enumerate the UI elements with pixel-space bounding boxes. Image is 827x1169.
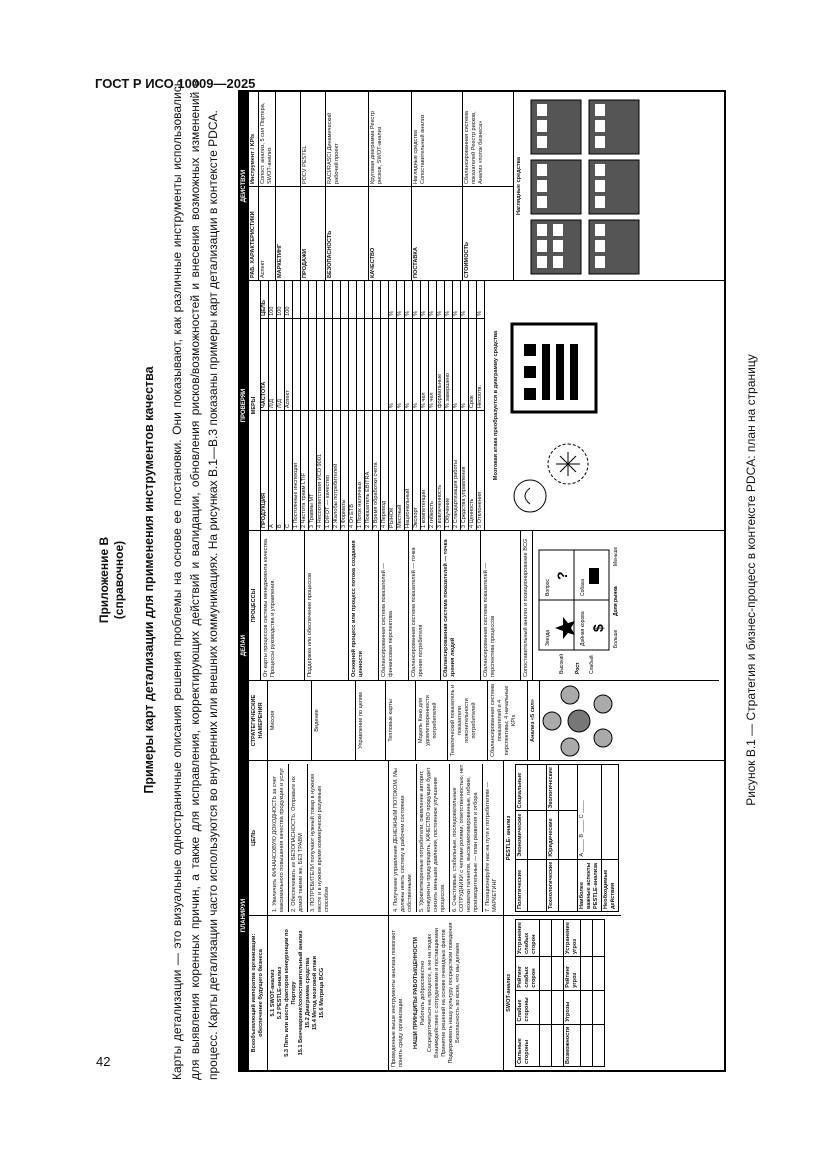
- measures-cell: 3 Время обработки счета: [373, 410, 380, 530]
- check-column: [240, 280, 724, 530]
- measures-cols: [261, 281, 269, 530]
- measures-row: [325, 281, 333, 530]
- measures-cell: 100: [285, 306, 291, 316]
- bcg-growth: Рост: [575, 662, 581, 674]
- measures-cell: 4 От ETB: [349, 410, 356, 530]
- bcg-matrix: [533, 532, 625, 680]
- measures-cell: 1 компетенции: [421, 410, 428, 530]
- measures-cell: 2 Стандартизация работы: [453, 410, 460, 530]
- pestle-bottom: Необходимые действия: [602, 859, 619, 911]
- act-characteristic: ПОСТАВКА: [412, 186, 463, 280]
- measures-cell: [301, 318, 308, 410]
- measures-cell: формальные: [437, 318, 444, 410]
- act-head-2: Инструмент / KPIs: [249, 92, 259, 186]
- measures-cell: [357, 318, 364, 410]
- plan-imperative: Всеобъемлющий императив организации: обеспечение будущего бизнеса: [249, 915, 267, 1070]
- measures-cell: [373, 281, 380, 318]
- page-number: 42: [96, 1054, 111, 1069]
- goal-item: 4. Получение управления ДЕНЕЖНЫМ ПОТОКОМ. Мы должны иметь систему в рабочем состоянии собственными: [391, 764, 417, 912]
- measures-cell: [325, 318, 332, 410]
- measures-cell: 2 Жалобы потребителей: [333, 410, 340, 530]
- act-tool: Сбалансированная система показателей Реестр рисков, Анализ «поток бизнеса»: [463, 92, 514, 186]
- detail-map-figure: [238, 90, 726, 1072]
- goal-item: 6. Счастливые, стабильные, последовательные СОТРУДНИКИ с четкими ролями, ответственностью; нет нехватки талантов, высокомотивированные, гибкие, производительные — план развития и отбора: [450, 764, 483, 912]
- svg-text:$: $: [590, 624, 606, 632]
- measures-cell: %: [453, 310, 459, 316]
- measures-cell: 4 Перевод: [381, 410, 388, 530]
- principle: Безопасность во всем, что мы делаем: [455, 943, 461, 1043]
- principles-intro: Приведенные выше инструменты анализа помогают понять среду организации.: [391, 930, 404, 1067]
- pestle-area: [504, 761, 621, 915]
- section-title: Примеры карт детализации для применения инструментов качества: [142, 366, 156, 794]
- measures-cell: [341, 318, 348, 410]
- process-item: Сбалансированная система показателей — финансовая перспектива: [379, 531, 409, 680]
- measures-cell: Национальный: [405, 410, 412, 530]
- measures-cell: Экспорт: [413, 410, 420, 530]
- measures-row: [357, 281, 365, 530]
- measures-row: [293, 281, 301, 530]
- process-item: Основной процесс или процесс потока создания ценности: [349, 531, 379, 680]
- brainstorm-icon: [506, 428, 602, 524]
- measures-cell: 100: [269, 306, 275, 316]
- measures-cell: [309, 318, 316, 410]
- process-item: Сопоставительный анализ и позиционирование BCG: [521, 531, 533, 680]
- pestle-factor: Юридические: [547, 810, 559, 858]
- pestle-label: PESTLE- анализ: [506, 815, 512, 861]
- do-band: ДЕЛАЙ: [240, 531, 249, 760]
- swot-grid: [515, 919, 605, 1067]
- swot-head: Сильные стороны: [516, 1024, 540, 1066]
- swot-head: Рейтинг угроз: [564, 956, 581, 990]
- processes: [249, 531, 719, 680]
- act-characteristic: МАРКЕТИНГ: [276, 186, 301, 280]
- measures-row: [277, 281, 285, 530]
- measures-cell: [317, 281, 324, 318]
- abc-item: B: [579, 833, 585, 838]
- pestle-factor: Политические: [516, 859, 528, 911]
- plan-goal-header: ЦЕЛЬ: [251, 830, 257, 846]
- measures-cell: [349, 318, 356, 410]
- measures-cell: % завершено: [445, 318, 452, 410]
- measures-row: [349, 281, 357, 530]
- swot-head: Угрозы: [564, 990, 581, 1024]
- measures-cell: 1 Поток наличных: [357, 410, 364, 530]
- measures-cell: %: [421, 310, 427, 316]
- measures-cell: [341, 281, 348, 318]
- measures-cell: 3 Средства управления: [461, 410, 468, 530]
- measures-cell: %: [389, 310, 395, 316]
- pestle-abc: A ____ B ____ C ____: [578, 764, 602, 859]
- principle: Взаимодействие с сотрудниками и поставщиками: [434, 928, 440, 1058]
- measures-cell: A: [269, 410, 276, 530]
- process-item: Сбалансированная система показателей — точка зрения людей: [441, 531, 481, 680]
- measures-cell: 1 Постоянные инспекции: [293, 410, 300, 530]
- process-item: Сбалансированная система показателей — точка зрения потребителя: [409, 531, 441, 680]
- measures-cell: 4 Ценность: [469, 410, 476, 530]
- pestle-factor: Экологические: [547, 764, 559, 810]
- act-characteristic: Аспект: [259, 186, 276, 280]
- processes-header: ПРОЦЕССЫ: [249, 531, 261, 680]
- measures-cell: [301, 281, 308, 318]
- measures-cell: [365, 318, 372, 410]
- measures-cell: %: [437, 310, 443, 316]
- measures-cell: 5 Отклонения: [477, 410, 484, 530]
- measures-cell: %: [445, 310, 451, 316]
- figure-caption: Рисунок В.1 — Стратегия и бизнес-процесс в контексте PDCA: план на страницу: [744, 354, 758, 806]
- pestle-factor: Экономические: [516, 810, 528, 858]
- check-band: ПРОВЕРЯЙ: [240, 281, 249, 530]
- measures-cell: %: [453, 318, 460, 410]
- principle: Сосредоточиться на процессе, а не на людях: [427, 933, 433, 1053]
- measures-cell: [469, 281, 476, 318]
- act-rows: [259, 92, 514, 280]
- measures-cell: 4 Несоответствия ИСО 9001: [317, 410, 324, 530]
- plan-column: [240, 760, 724, 1070]
- measures-cell: [325, 281, 332, 318]
- measures-row: [469, 281, 477, 530]
- measures-cell: Л/Д: [277, 318, 284, 410]
- act-characteristic: БЕЗОПАСНОСТЬ: [326, 186, 369, 280]
- bcg-cow: Дойная корова: [580, 611, 586, 646]
- measures-cell: %: [461, 310, 467, 316]
- process-item: От карты процессов системы менеджмента качества. Процессы руководства и управления.: [261, 531, 305, 680]
- act-tool: Наглядные средства Сопоставительный анализ: [412, 92, 463, 186]
- measures-row: [397, 281, 405, 530]
- bcg-share: Доля рынка: [613, 586, 619, 616]
- abc-item: C: [579, 814, 585, 819]
- swot-area: [504, 915, 621, 1070]
- act-characteristic: ПРОДАЖИ: [301, 186, 326, 280]
- measures-cell: Несоотв.: [477, 318, 484, 410]
- bcg-question: Вопрос: [545, 579, 551, 596]
- act-characteristic: СТОИМОСТЬ: [463, 186, 514, 280]
- measures-cell: [349, 281, 356, 318]
- measures-cell: [293, 318, 300, 410]
- swot-head: Устранение угроз: [564, 919, 581, 956]
- measures-cell: [373, 318, 380, 410]
- goal-item: 7. Позиционируйте нас на пути к потребителям — МАРКЕТИНГ: [485, 782, 498, 912]
- measures-cell: % чел: [429, 318, 436, 410]
- measures-cell: 2 Частота травм LTIF: [301, 410, 308, 530]
- act-tool: Круговая диаграмма Реестр рисков, SWOT-анализ: [369, 92, 412, 186]
- measures-cell: %: [461, 318, 468, 410]
- measures-cell: РЫНОК: [389, 410, 396, 530]
- goal-item: 5. Удовлетворенные потребители, оживление авторит, конкуренты предупредить, КАЧЕСТВО продукции будет снизить меньшие давления, постоянное улучшение процессов.: [417, 764, 450, 912]
- act-band: ДЕЙСТВУЙ: [240, 92, 249, 280]
- measures-header: МЕРЫ: [249, 281, 261, 530]
- measures-cell: %: [413, 318, 420, 410]
- measures-row: [437, 281, 445, 530]
- document-header: ГОСТ Р ИСО 10009—2025: [95, 76, 256, 91]
- measures-row: [285, 281, 293, 530]
- measures-row: [461, 281, 469, 530]
- five-forces-diagram: [540, 682, 618, 760]
- abc-item: A: [579, 853, 585, 857]
- plan-methods: 5.1 SWOT-анализ 5.2 PESTLE-анализ 5.3 Пять или шесть факторов конкуренции по Портеру 15.1 Бенчмаркинг/сопоставительный анализ 15.2 Диаграмма сродства 15.4 Метод мозговой атаки 15.6 Матрица BCG: [268, 915, 388, 1070]
- strategic-item: Видение: [312, 681, 356, 760]
- measures-row: [477, 281, 485, 530]
- strategic-item: Тематический показатель и показатели пояснительности потребителей: [448, 681, 488, 760]
- principle: Работать добросовестно: [420, 960, 426, 1026]
- measures-cell: 3 вовлеченность: [437, 410, 444, 530]
- measures-cell: [381, 281, 388, 318]
- svg-text:?: ?: [554, 571, 570, 580]
- do-column: [240, 530, 724, 760]
- measures-cell: 100: [277, 306, 283, 316]
- bcg-more: Больше: [613, 629, 619, 648]
- measures-row: [421, 281, 429, 530]
- rotated-page-content: [88, 80, 788, 1080]
- measures-row: [333, 281, 341, 530]
- measures-cell: %: [413, 310, 419, 316]
- measures-row: [373, 281, 381, 530]
- principle: Принятие решений на основе очевидных фактов: [441, 929, 447, 1057]
- process-item: Сбалансированная система показателей — перспектива процессов: [481, 531, 521, 680]
- measures-cell: B: [277, 410, 284, 530]
- measures-row: [301, 281, 309, 530]
- measures-cell: 3 Форматы: [341, 410, 348, 530]
- measures-cell: %: [405, 318, 412, 410]
- measures-row: [381, 281, 389, 530]
- measures-col: ПРОДУКЦИЯ: [261, 410, 268, 530]
- pestle-grid: [515, 764, 619, 912]
- principles-title: НАШИ ПРИНЦИПЫ РАБОТЫ/ЦЕННОСТИ: [413, 937, 419, 1049]
- measures-col: ЦЕЛЬ: [261, 300, 267, 316]
- measures-row: [269, 281, 277, 530]
- strategic-item: Тепловые карты: [386, 681, 416, 760]
- pestle-factor: Социальные: [516, 764, 528, 810]
- check-footer: Мозговая атака преобразуется в диаграмму сродства: [493, 330, 499, 481]
- act-tool: Сопост. анализ, 5 сил Портера, SWOT-анализ: [259, 92, 276, 186]
- measures-cell: %: [397, 310, 403, 316]
- measures-row: [413, 281, 421, 530]
- measures-cell: [293, 281, 300, 318]
- measures-cell: %: [389, 318, 396, 410]
- intro-paragraph: Карты детализации — это визуальные одностраничные описания решения проблемы на основе ее постановки. Они показывают, как различные инструменты использовались для выявления коренных причин, а также для исправления, корректирующих действий и валидации, обновления рисков/возможностей и внесения возможных изменений в процесс. Карты детализации часто используются во внутренних или внешних коммуникациях. На рисунках В.1—В.3 показаны примеры карт детализации в контексте PDCA.: [170, 80, 220, 1080]
- measures-cell: [381, 318, 388, 410]
- measures-cell: 3 Травмы MT: [309, 410, 316, 530]
- measures-cell: %: [397, 318, 404, 410]
- act-tool: RACI/RASCI Динамический рабочий проект: [326, 92, 369, 186]
- process-item: Поддержка или обеспечение процессов: [305, 531, 349, 680]
- measures-cell: [309, 281, 316, 318]
- measures-row: [389, 281, 397, 530]
- appendix-title: Приложение В: [97, 536, 111, 624]
- principle: Поддерживать нашу культуру посредством поведения: [448, 922, 454, 1064]
- measures-cell: %: [429, 310, 435, 316]
- strategic-item: Анализ «5 сил»: [528, 681, 540, 760]
- measures-row: [309, 281, 317, 530]
- act-tool: PDCV PESTEL: [301, 92, 326, 186]
- plan-band: ПЛАНИРУЙ: [240, 761, 249, 1070]
- measures-row: [429, 281, 437, 530]
- measures-cell: 1 DIFOT — качество: [325, 410, 332, 530]
- affinity-diagram-icon: [506, 318, 602, 418]
- measures-cell: 1 Обучение: [445, 410, 452, 530]
- act-head: [249, 92, 259, 280]
- strategic-item: Модель Кано для удовлетворенности потребителей: [416, 681, 448, 760]
- strategic-item: Сбалансированная система показателей и 4 перспективы; 4 начальные KPIs: [488, 681, 528, 760]
- strategic-item: Управление по целям: [356, 681, 386, 760]
- measures-cell: % чел: [421, 318, 428, 410]
- appendix-subtitle: (справочное): [112, 540, 126, 620]
- measures-cell: C: [285, 410, 292, 530]
- swot-head: Устранение слабых сторон: [516, 919, 540, 956]
- measures-row: [341, 281, 349, 530]
- plan-principles: [389, 915, 503, 1070]
- swot-label: SWOT-анализ: [506, 974, 512, 1012]
- measures-cell: [365, 281, 372, 318]
- measures-row: [453, 281, 461, 530]
- measures-cell: Срок: [469, 318, 476, 410]
- measures-cell: [317, 318, 324, 410]
- measures-cell: 2 Показатель EBITRA: [365, 410, 372, 530]
- strategic-item: Миссия: [268, 681, 312, 760]
- affinity-diagrams: [502, 281, 606, 530]
- bcg-high: Высокий: [559, 653, 565, 674]
- bcg-star: Звезда: [545, 629, 551, 646]
- measures-cell: 2 гибкость: [429, 410, 436, 530]
- plan-goals-bottom: [389, 761, 503, 915]
- strategic-header: СТРАТЕГИЧЕСКИЕ НАМЕРЕНИЯ: [249, 681, 268, 760]
- pestle-bottom: Наиболее важные аспекты PESTLE-анализа: [578, 859, 602, 911]
- measures-row: [445, 281, 453, 530]
- swot-head: Рейтинг слабых сторон: [516, 956, 540, 990]
- swot-head: Слабые стороны: [516, 990, 540, 1024]
- measures-cell: Л/Д: [269, 318, 276, 410]
- swot-head: Возможности: [564, 1024, 581, 1066]
- measures-cell: Местный: [397, 410, 404, 530]
- plan-goals-top: [268, 761, 388, 915]
- act-characteristic: КАЧЕСТВО: [369, 186, 412, 280]
- measures-row: [365, 281, 373, 530]
- measures-cell: %: [405, 310, 411, 316]
- measures-row: [317, 281, 325, 530]
- act-head-1: РАБ. ХАРАКТЕРИСТИКИ: [249, 186, 259, 280]
- goal-item: 1. Увеличить ФИНАНСОВУЮ ДОХОДНОСТЬ за счет максимального повышения качества продукции и услуг: [270, 764, 289, 912]
- goal-item: 2. Обеспечивать их БЕЗОПАСНОСТЬ. Отправьте их домой такими же, БЕЗ ТРАВМ: [289, 764, 308, 912]
- measures-cell: %: [477, 310, 483, 316]
- bcg-low: Слабый: [589, 655, 595, 674]
- act-tool: [276, 92, 301, 186]
- strategic-intents: [249, 680, 719, 760]
- act-column: [240, 92, 724, 280]
- measures-row: [405, 281, 413, 530]
- act-footer: Наглядные средства: [516, 157, 522, 215]
- visual-boards-icon: [525, 96, 645, 280]
- measures-col: ЧАСТОТА: [261, 318, 268, 410]
- measures-cell: [357, 281, 364, 318]
- bcg-dog: Собака: [580, 579, 586, 596]
- bcg-less: Меньше: [613, 546, 619, 566]
- measures-cell: Аспект: [285, 318, 292, 410]
- measures-cell: [333, 318, 340, 410]
- pestle-factor: Технологические: [547, 859, 559, 911]
- measures-rows: [269, 281, 485, 530]
- goal-item: 3. ПОТРЕБИТЕЛИ получают нужный товар в нужном месте и в нужное время коммерчески разумным способом: [310, 774, 330, 912]
- measures-cell: [333, 281, 340, 318]
